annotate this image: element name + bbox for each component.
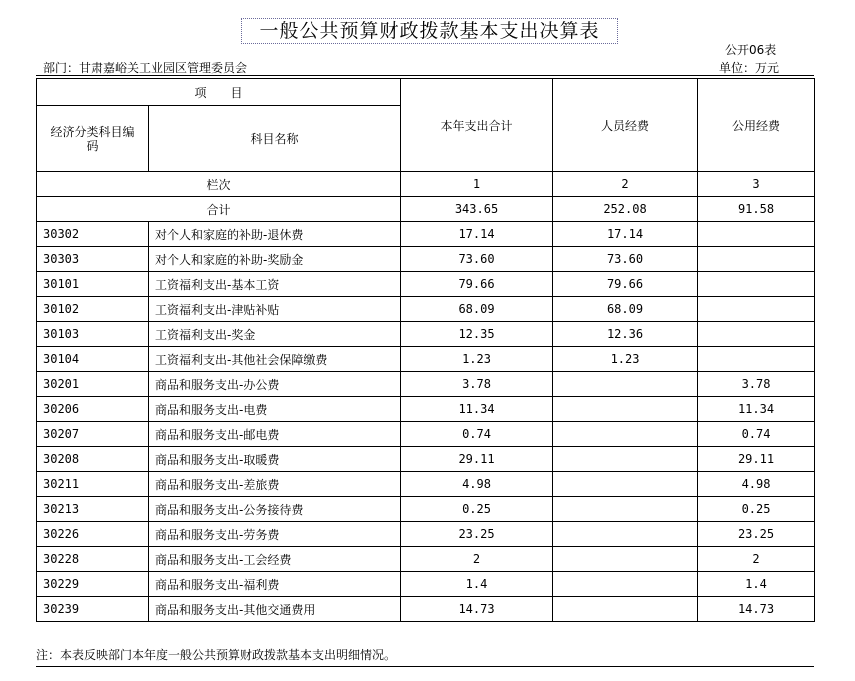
row-name: 商品和服务支出-电费 <box>149 397 401 422</box>
sum-total: 343.65 <box>401 197 553 222</box>
row-code: 30102 <box>37 297 149 322</box>
row-total: 1.4 <box>401 572 553 597</box>
header-name: 科目名称 <box>149 106 401 172</box>
row-public: 0.25 <box>698 497 815 522</box>
row-personnel: 12.36 <box>553 322 698 347</box>
col-index-2: 2 <box>553 172 698 197</box>
row-name: 商品和服务支出-办公费 <box>149 372 401 397</box>
row-name: 商品和服务支出-公务接待费 <box>149 497 401 522</box>
row-public: 1.4 <box>698 572 815 597</box>
row-public: 11.34 <box>698 397 815 422</box>
table-row <box>37 547 815 572</box>
row-name: 对个人和家庭的补助-退休费 <box>149 222 401 247</box>
row-total: 73.60 <box>401 247 553 272</box>
row-code: 30213 <box>37 497 149 522</box>
table-row <box>37 322 815 347</box>
row-name: 商品和服务支出-劳务费 <box>149 522 401 547</box>
sum-personnel: 252.08 <box>553 197 698 222</box>
table-row <box>37 572 815 597</box>
table-row <box>37 297 815 322</box>
row-personnel <box>553 547 698 572</box>
table-row <box>37 222 815 247</box>
table-number: 公开06表 <box>725 43 777 57</box>
row-total: 11.34 <box>401 397 553 422</box>
row-public: 14.73 <box>698 597 815 622</box>
row-personnel <box>553 497 698 522</box>
row-code: 30207 <box>37 422 149 447</box>
row-public <box>698 347 815 372</box>
footnote: 注：本表反映部门本年度一般公共预算财政拨款基本支出明细情况。 <box>36 648 397 662</box>
row-name: 对个人和家庭的补助-奖励金 <box>149 247 401 272</box>
table-row <box>37 497 815 522</box>
table-row <box>37 397 815 422</box>
row-total: 12.35 <box>401 322 553 347</box>
row-code: 30211 <box>37 472 149 497</box>
row-name: 工资福利支出-基本工资 <box>149 272 401 297</box>
row-code: 30229 <box>37 572 149 597</box>
row-code: 30101 <box>37 272 149 297</box>
row-code: 30302 <box>37 222 149 247</box>
row-code: 30103 <box>37 322 149 347</box>
row-code: 30201 <box>37 372 149 397</box>
row-personnel: 1.23 <box>553 347 698 372</box>
table-row <box>37 372 815 397</box>
sum-label: 合计 <box>37 197 401 222</box>
row-total: 2 <box>401 547 553 572</box>
row-name: 商品和服务支出-邮电费 <box>149 422 401 447</box>
row-total: 17.14 <box>401 222 553 247</box>
expenditure-table <box>36 78 815 622</box>
row-public: 2 <box>698 547 815 572</box>
row-public <box>698 247 815 272</box>
table-row <box>37 447 815 472</box>
row-public: 4.98 <box>698 472 815 497</box>
row-personnel: 79.66 <box>553 272 698 297</box>
unit-label: 单位：万元 <box>719 61 780 75</box>
col-index-1: 1 <box>401 172 553 197</box>
row-total: 4.98 <box>401 472 553 497</box>
row-total: 68.09 <box>401 297 553 322</box>
header-item: 项 目 <box>37 79 401 106</box>
table-row <box>37 472 815 497</box>
row-personnel <box>553 422 698 447</box>
page-title: 一般公共预算财政拨款基本支出决算表 <box>241 18 618 44</box>
row-personnel <box>553 522 698 547</box>
row-code: 30239 <box>37 597 149 622</box>
row-name: 工资福利支出-津贴补贴 <box>149 297 401 322</box>
top-divider <box>36 75 814 76</box>
row-total: 0.25 <box>401 497 553 522</box>
row-code: 30226 <box>37 522 149 547</box>
row-public <box>698 322 815 347</box>
row-public: 29.11 <box>698 447 815 472</box>
header-personnel: 人员经费 <box>553 79 698 172</box>
table-row <box>37 272 815 297</box>
row-total: 3.78 <box>401 372 553 397</box>
col-index-3: 3 <box>698 172 815 197</box>
row-public <box>698 272 815 297</box>
row-public: 3.78 <box>698 372 815 397</box>
table-row <box>37 522 815 547</box>
table-row <box>37 597 815 622</box>
row-name: 商品和服务支出-福利费 <box>149 572 401 597</box>
department-label: 部门：甘肃嘉峪关工业园区管理委员会 <box>43 61 248 75</box>
row-total: 14.73 <box>401 597 553 622</box>
row-public: 0.74 <box>698 422 815 447</box>
row-name: 商品和服务支出-取暖费 <box>149 447 401 472</box>
row-personnel <box>553 372 698 397</box>
row-code: 30303 <box>37 247 149 272</box>
row-total: 0.74 <box>401 422 553 447</box>
row-personnel <box>553 597 698 622</box>
row-code: 30228 <box>37 547 149 572</box>
row-personnel <box>553 572 698 597</box>
row-personnel <box>553 472 698 497</box>
table-row <box>37 247 815 272</box>
row-name: 商品和服务支出-差旅费 <box>149 472 401 497</box>
row-personnel: 17.14 <box>553 222 698 247</box>
sum-public: 91.58 <box>698 197 815 222</box>
header-code: 经济分类科目编码 <box>37 106 149 172</box>
row-personnel: 68.09 <box>553 297 698 322</box>
col-index-label: 栏次 <box>37 172 401 197</box>
row-total: 79.66 <box>401 272 553 297</box>
table-row <box>37 347 815 372</box>
row-public <box>698 297 815 322</box>
row-total: 23.25 <box>401 522 553 547</box>
row-personnel <box>553 447 698 472</box>
header-public: 公用经费 <box>698 79 815 172</box>
row-public: 23.25 <box>698 522 815 547</box>
row-code: 30104 <box>37 347 149 372</box>
row-name: 工资福利支出-奖金 <box>149 322 401 347</box>
row-public <box>698 222 815 247</box>
row-personnel <box>553 397 698 422</box>
row-code: 30208 <box>37 447 149 472</box>
table-row <box>37 422 815 447</box>
row-total: 29.11 <box>401 447 553 472</box>
row-total: 1.23 <box>401 347 553 372</box>
row-personnel: 73.60 <box>553 247 698 272</box>
row-code: 30206 <box>37 397 149 422</box>
row-name: 商品和服务支出-其他交通费用 <box>149 597 401 622</box>
bottom-divider <box>36 666 814 667</box>
row-name: 商品和服务支出-工会经费 <box>149 547 401 572</box>
row-name: 工资福利支出-其他社会保障缴费 <box>149 347 401 372</box>
header-total: 本年支出合计 <box>401 79 553 172</box>
